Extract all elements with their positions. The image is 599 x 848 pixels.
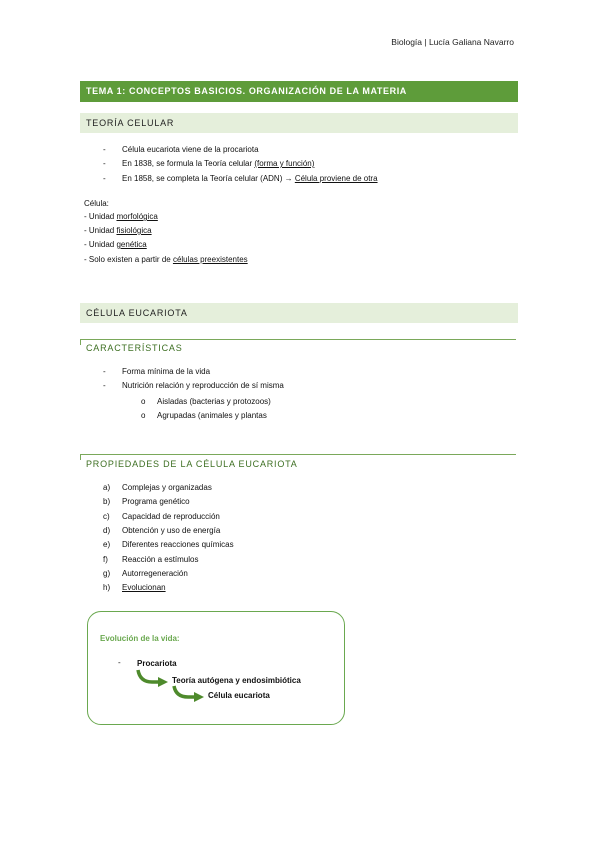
chapter-title: TEMA 1: CONCEPTOS BASICIOS. ORGANIZACIÓN DE LA MATERIA: [86, 86, 407, 96]
celula-item: - Solo existen a partir de células preexistentes: [84, 255, 248, 264]
page-header: Biología | Lucía Galiana Navarro: [391, 37, 514, 47]
evolucion-title: Evolución de la vida:: [100, 634, 180, 643]
celula-item: - Unidad genética: [84, 240, 147, 249]
evolucion-step-procariota: Procariota: [137, 659, 177, 668]
curved-arrow-icon: [174, 686, 196, 697]
celula-item: - Unidad morfológica: [84, 212, 158, 221]
curved-arrow-icon: [138, 670, 160, 682]
evolucion-step-eucariota: Célula eucariota: [208, 691, 270, 700]
evolucion-step-teoria: Teoría autógena y endosimbiótica: [172, 676, 301, 685]
subsection-heading-propiedades: PROPIEDADES DE LA CÉLULA EUCARIOTA: [86, 459, 298, 469]
arrow-head-icon: [194, 692, 204, 702]
arrow-head-icon: [158, 677, 168, 687]
celula-item: - Unidad fisiológica: [84, 226, 152, 235]
section-heading: TEORÍA CELULAR: [86, 118, 175, 128]
subsection-heading-caracteristicas: CARACTERÍSTICAS: [86, 343, 183, 353]
evolucion-dash: -: [118, 658, 121, 667]
celula-label: Célula:: [84, 199, 109, 208]
section-heading: CÉLULA EUCARIOTA: [86, 308, 188, 318]
